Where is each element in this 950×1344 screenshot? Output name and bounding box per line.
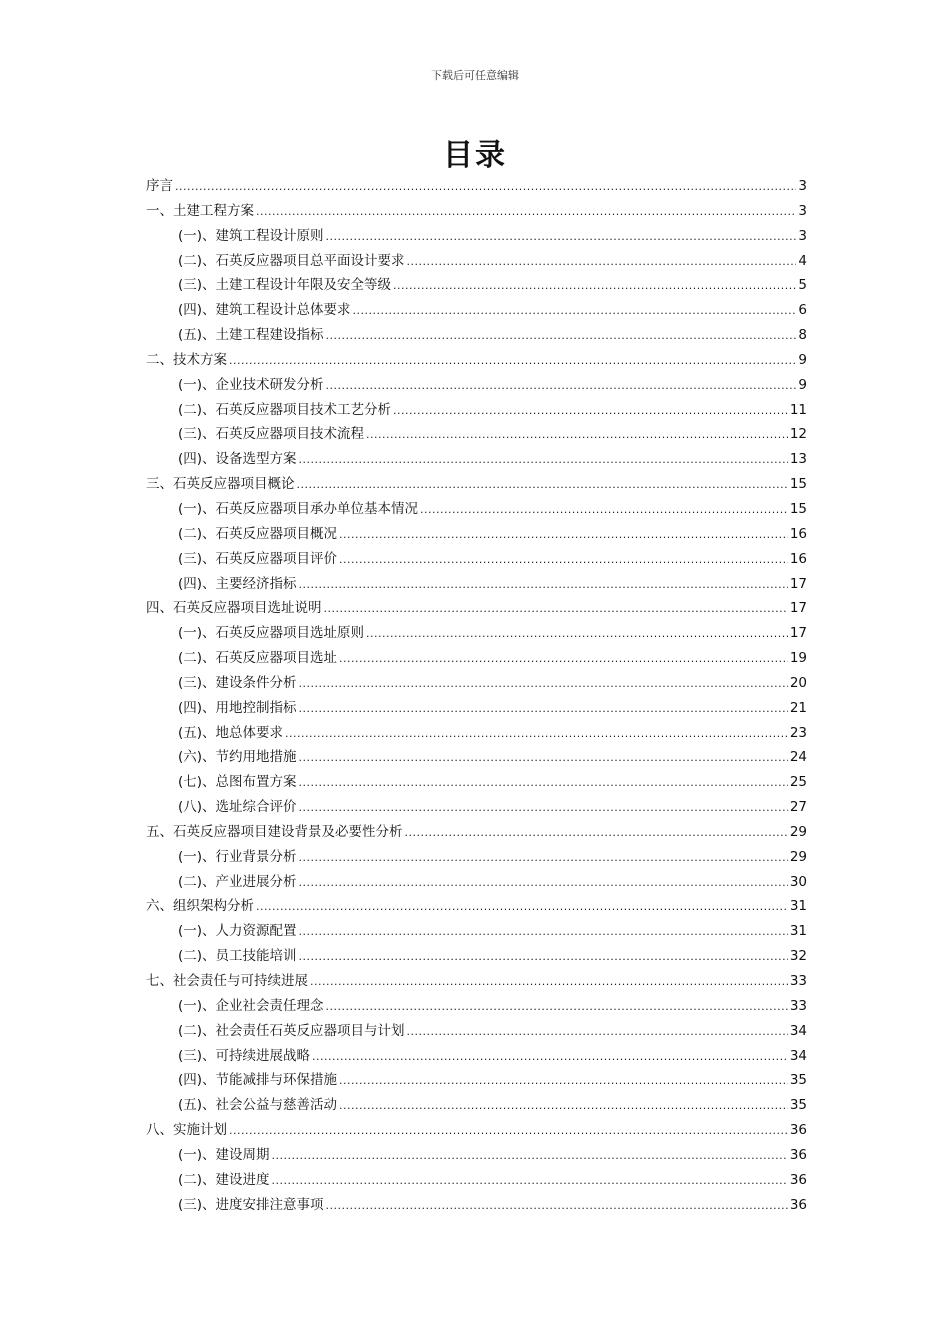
toc-dot-leader	[299, 920, 788, 945]
toc-dot-leader	[175, 175, 796, 200]
toc-entry-section[interactable]	[146, 522, 807, 547]
toc-entry-section[interactable]	[146, 273, 807, 298]
toc-entry-label: (三)、建设条件分析	[178, 674, 297, 691]
toc-entry-label: (三)、石英反应器项目技术流程	[178, 426, 365, 443]
toc-entry-label: (八)、选址综合评价	[178, 799, 297, 816]
toc-dot-leader	[285, 722, 788, 747]
toc-entry-page-number: 23	[789, 724, 807, 741]
toc-dot-leader	[405, 821, 788, 846]
toc-entry-page-number: 12	[789, 426, 807, 443]
toc-entry-page-number: 11	[789, 401, 807, 418]
toc-dot-leader	[310, 970, 788, 995]
toc-entry-section[interactable]	[146, 1168, 807, 1193]
toc-entry-section[interactable]	[146, 422, 807, 447]
toc-dot-leader	[299, 672, 788, 697]
toc-dot-leader	[339, 647, 788, 672]
toc-entry-page-number: 36	[789, 1171, 807, 1188]
toc-entry-section[interactable]	[146, 1019, 807, 1044]
toc-entry-label: (五)、社会公益与慈善活动	[178, 1097, 338, 1114]
toc-dot-leader	[299, 573, 788, 598]
toc-entry-label: (四)、主要经济指标	[178, 575, 297, 592]
toc-entry-chapter[interactable]	[146, 174, 807, 199]
toc-dot-leader	[407, 250, 797, 275]
toc-entry-label: (二)、石英反应器项目总平面设计要求	[178, 252, 405, 269]
toc-entry-page-number: 35	[789, 1072, 807, 1089]
toc-dot-leader	[299, 846, 788, 871]
toc-entry-label: (四)、用地控制指标	[178, 699, 297, 716]
toc-entry-label: (二)、石英反应器项目概况	[178, 525, 338, 542]
toc-entry-chapter[interactable]	[146, 348, 807, 373]
toc-entry-section[interactable]	[146, 398, 807, 423]
toc-entry-chapter[interactable]	[146, 1118, 807, 1143]
toc-dot-leader	[297, 473, 788, 498]
toc-entry-section[interactable]	[146, 795, 807, 820]
toc-entry-label: (七)、总图布置方案	[178, 774, 297, 791]
toc-entry-label: (四)、设备选型方案	[178, 451, 297, 468]
toc-entry-section[interactable]	[146, 1044, 807, 1069]
toc-entry-label: (二)、石英反应器项目选址	[178, 650, 338, 667]
toc-entry-section[interactable]	[146, 845, 807, 870]
table-of-contents	[146, 174, 807, 1217]
toc-dot-leader	[326, 995, 788, 1020]
toc-entry-page-number: 24	[789, 749, 807, 766]
toc-entry-label: (一)、企业社会责任理念	[178, 997, 324, 1014]
toc-dot-leader	[299, 796, 788, 821]
toc-entry-label: 六、组织架构分析	[146, 898, 254, 915]
toc-entry-section[interactable]	[146, 249, 807, 274]
toc-entry-label: (三)、进度安排注意事项	[178, 1196, 324, 1213]
toc-dot-leader	[420, 498, 788, 523]
toc-dot-leader	[326, 374, 797, 399]
toc-entry-page-number: 29	[789, 823, 807, 840]
toc-entry-section[interactable]	[146, 447, 807, 472]
toc-entry-section[interactable]	[146, 944, 807, 969]
toc-entry-page-number: 20	[789, 674, 807, 691]
toc-dot-leader	[299, 945, 788, 970]
toc-entry-chapter[interactable]	[146, 894, 807, 919]
toc-entry-label: 七、社会责任与可持续进展	[146, 973, 308, 989]
header-note: 下载后可任意编辑	[431, 69, 519, 82]
toc-entry-label: 三、石英反应器项目概论	[146, 476, 295, 493]
toc-entry-section[interactable]	[146, 671, 807, 696]
toc-dot-leader	[272, 1144, 788, 1169]
toc-entry-page-number: 33	[789, 973, 807, 989]
toc-dot-leader	[299, 448, 788, 473]
toc-entry-label: (一)、行业背景分析	[178, 848, 297, 865]
toc-entry-section[interactable]	[146, 994, 807, 1019]
toc-entry-label: (一)、石英反应器项目承办单位基本情况	[178, 500, 419, 517]
toc-entry-label: (四)、建筑工程设计总体要求	[178, 302, 351, 319]
toc-entry-page-number: 36	[789, 1122, 807, 1139]
toc-entry-page-number: 4	[798, 252, 807, 269]
toc-entry-page-number: 13	[789, 451, 807, 468]
toc-title: 目录	[443, 138, 507, 173]
toc-entry-page-number: 34	[789, 1022, 807, 1039]
toc-entry-section[interactable]	[146, 770, 807, 795]
toc-dot-leader	[407, 1020, 788, 1045]
toc-entry-label: (二)、员工技能培训	[178, 948, 297, 965]
toc-entry-label: 八、实施计划	[146, 1122, 227, 1139]
toc-entry-label: (五)、土建工程建设指标	[178, 327, 324, 344]
toc-entry-section[interactable]	[146, 1068, 807, 1093]
toc-dot-leader	[326, 324, 797, 349]
toc-entry-label: (二)、产业进展分析	[178, 873, 297, 890]
toc-entry-page-number: 16	[789, 525, 807, 542]
toc-entry-label: (五)、地总体要求	[178, 724, 284, 741]
toc-dot-leader	[339, 548, 788, 573]
toc-entry-page-number: 36	[789, 1146, 807, 1163]
toc-entry-page-number: 34	[789, 1047, 807, 1064]
toc-entry-label: 序言	[146, 178, 173, 194]
toc-entry-section[interactable]	[146, 919, 807, 944]
toc-entry-page-number: 17	[789, 625, 807, 642]
toc-entry-label: 五、石英反应器项目建设背景及必要性分析	[146, 823, 403, 840]
toc-entry-label: (一)、企业技术研发分析	[178, 376, 324, 393]
toc-dot-leader	[312, 1045, 788, 1070]
toc-entry-page-number: 35	[789, 1097, 807, 1114]
toc-dot-leader	[393, 274, 796, 299]
toc-entry-label: (三)、石英反应器项目评价	[178, 550, 338, 567]
toc-entry-page-number: 33	[789, 997, 807, 1014]
toc-entry-section[interactable]	[146, 497, 807, 522]
toc-entry-page-number: 5	[798, 277, 807, 294]
toc-entry-section[interactable]	[146, 373, 807, 398]
toc-entry-page-number: 32	[789, 948, 807, 965]
toc-entry-chapter[interactable]	[146, 596, 807, 621]
toc-dot-leader	[229, 1119, 788, 1144]
toc-entry-label: (二)、社会责任石英反应器项目与计划	[178, 1022, 405, 1039]
toc-entry-section[interactable]	[146, 224, 807, 249]
toc-dot-leader	[324, 597, 788, 622]
toc-entry-page-number: 9	[798, 351, 807, 368]
toc-entry-section[interactable]	[146, 621, 807, 646]
toc-entry-label: (六)、节约用地措施	[178, 749, 297, 766]
toc-dot-leader	[256, 200, 796, 225]
toc-entry-page-number: 8	[798, 327, 807, 344]
toc-dot-leader	[326, 225, 797, 250]
toc-entry-page-number: 3	[798, 202, 807, 219]
toc-dot-leader	[393, 399, 788, 424]
toc-entry-page-number: 31	[789, 898, 807, 915]
toc-entry-label: (一)、建设周期	[178, 1146, 270, 1163]
toc-entry-page-number: 30	[789, 873, 807, 890]
toc-dot-leader	[299, 871, 788, 896]
toc-entry-label: (四)、节能减排与环保措施	[178, 1072, 338, 1089]
toc-entry-section[interactable]	[146, 323, 807, 348]
toc-entry-page-number: 17	[789, 575, 807, 592]
toc-entry-section[interactable]	[146, 1193, 807, 1218]
toc-dot-leader	[299, 746, 788, 771]
toc-dot-leader	[272, 1169, 788, 1194]
toc-dot-leader	[366, 423, 788, 448]
toc-entry-page-number: 6	[798, 302, 807, 319]
toc-entry-label: 一、土建工程方案	[146, 202, 254, 219]
toc-entry-label: (一)、石英反应器项目选址原则	[178, 625, 365, 642]
toc-entry-label: 二、技术方案	[146, 351, 227, 368]
toc-dot-leader	[299, 697, 788, 722]
toc-entry-page-number: 9	[798, 376, 807, 393]
toc-entry-page-number: 17	[789, 600, 807, 617]
toc-dot-leader	[353, 299, 797, 324]
toc-dot-leader	[299, 771, 788, 796]
toc-dot-leader	[339, 523, 788, 548]
toc-entry-page-number: 15	[789, 500, 807, 517]
toc-dot-leader	[326, 1194, 788, 1219]
toc-entry-page-number: 19	[789, 650, 807, 667]
toc-entry-section[interactable]	[146, 646, 807, 671]
toc-entry-page-number: 3	[798, 178, 807, 194]
toc-entry-page-number: 21	[789, 699, 807, 716]
toc-entry-label: (三)、土建工程设计年限及安全等级	[178, 277, 392, 294]
toc-dot-leader	[339, 1094, 788, 1119]
toc-entry-label: (三)、可持续进展战略	[178, 1047, 311, 1064]
toc-dot-leader	[339, 1069, 788, 1094]
toc-entry-section[interactable]	[146, 721, 807, 746]
toc-entry-section[interactable]	[146, 1143, 807, 1168]
toc-dot-leader	[366, 622, 788, 647]
toc-entry-page-number: 15	[789, 476, 807, 493]
toc-entry-section[interactable]	[146, 870, 807, 895]
toc-entry-section[interactable]	[146, 298, 807, 323]
toc-entry-chapter[interactable]	[146, 199, 807, 224]
toc-dot-leader	[229, 349, 796, 374]
toc-entry-page-number: 29	[789, 848, 807, 865]
toc-entry-section[interactable]	[146, 696, 807, 721]
toc-entry-chapter[interactable]	[146, 472, 807, 497]
toc-entry-label: (二)、建设进度	[178, 1171, 270, 1188]
toc-entry-page-number: 27	[789, 799, 807, 816]
toc-entry-label: (一)、建筑工程设计原则	[178, 227, 324, 244]
toc-entry-chapter[interactable]	[146, 969, 807, 994]
toc-entry-page-number: 31	[789, 923, 807, 940]
toc-entry-section[interactable]	[146, 572, 807, 597]
toc-entry-section[interactable]	[146, 547, 807, 572]
toc-entry-section[interactable]	[146, 745, 807, 770]
toc-dot-leader	[256, 895, 788, 920]
toc-entry-page-number: 3	[798, 227, 807, 244]
toc-entry-section[interactable]	[146, 1093, 807, 1118]
toc-entry-label: (一)、人力资源配置	[178, 923, 297, 940]
toc-entry-label: (二)、石英反应器项目技术工艺分析	[178, 401, 392, 418]
toc-entry-chapter[interactable]	[146, 820, 807, 845]
toc-entry-page-number: 36	[789, 1196, 807, 1213]
toc-entry-page-number: 16	[789, 550, 807, 567]
toc-entry-label: 四、石英反应器项目选址说明	[146, 600, 322, 617]
toc-entry-page-number: 25	[789, 774, 807, 791]
